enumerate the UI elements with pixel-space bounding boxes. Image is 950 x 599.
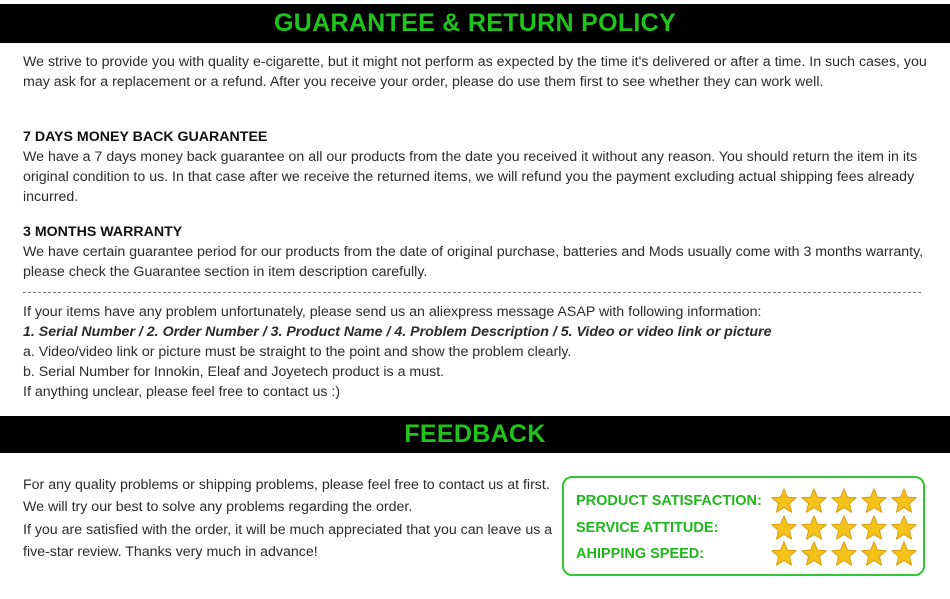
feedback-title: FEEDBACK [404,420,546,448]
money-back-heading: 7 DAYS MONEY BACK GUARANTEE [23,129,268,145]
star-icon [800,540,828,568]
guarantee-banner [0,4,950,43]
intro-paragraph [23,52,928,92]
warranty-text: We have certain guarantee period for our products from the date of original purchase, batteries and Mods usually come with 3 months warranty, please check the Guarantee section in item description carefully. [23,244,924,280]
star-icon [830,487,858,515]
star-icon [890,514,918,542]
warranty-heading: 3 MONTHS WARRANTY [23,224,183,240]
star-icon [770,487,798,515]
feedback-text [23,474,558,564]
guarantee-title: GUARANTEE & RETURN POLICY [274,9,676,37]
star-icon [860,514,888,542]
star-icon [830,514,858,542]
rating-row-product-satisfaction [576,488,918,514]
contact-intro: If your items have any problem unfortunately, please send us an aliexpress message ASAP with following information: [23,304,762,320]
star-group [770,514,918,542]
star-icon [770,514,798,542]
star-icon [800,487,828,515]
star-group [770,487,918,515]
star-icon [770,540,798,568]
feedback-paragraph-2: If you are satisfied with the order, it will be much appreciated that you can leave us a five-star review. Thanks very much in advance! [23,522,553,560]
star-group [770,540,918,568]
note-a: a. Video/video link or picture must be straight to the point and show the problem clearly. [23,344,572,360]
contact-section [23,302,928,402]
rating-row-service-attitude [576,515,918,541]
money-back-section [23,127,928,207]
rating-box [562,476,925,576]
contact-items: 1. Serial Number / 2. Order Number / 3. Product Name / 4. Problem Description / 5. Video or video link or picture [23,324,772,340]
star-icon [800,514,828,542]
warranty-section [23,222,928,282]
closing-text: If anything unclear, please feel free to contact us :) [23,384,341,400]
star-icon [830,540,858,568]
intro-text: We strive to provide you with quality e-cigarette, but it might not perform as expected by the time it's delivered or after a time. In such cases, you may ask for a replacement or a refund. After you receive your order, please do use them first to see whether they can work well. [23,54,927,90]
note-b: b. Serial Number for Innokin, Eleaf and Joyetech product is a must. [23,364,445,380]
star-icon [860,487,888,515]
feedback-paragraph-1: For any quality problems or shipping problems, please feel free to contact us at first. We will try our best to solve any problems regarding the order. [23,477,550,515]
rating-label: PRODUCT SATISFACTION: [576,493,762,509]
money-back-text: We have a 7 days money back guarantee on all our products from the date you received it without any reason. You should return the item in its original condition to us. In that case after we receive the returned items, we will refund you the payment excluding actual shipping fees already incurred. [23,149,918,205]
star-icon [860,540,888,568]
star-icon [890,487,918,515]
rating-label: SERVICE ATTITUDE: [576,520,719,536]
feedback-banner [0,416,950,453]
star-icon [890,540,918,568]
rating-label: AHIPPING SPEED: [576,546,705,562]
dashed-divider [23,292,921,293]
rating-row-shipping-speed [576,541,918,567]
